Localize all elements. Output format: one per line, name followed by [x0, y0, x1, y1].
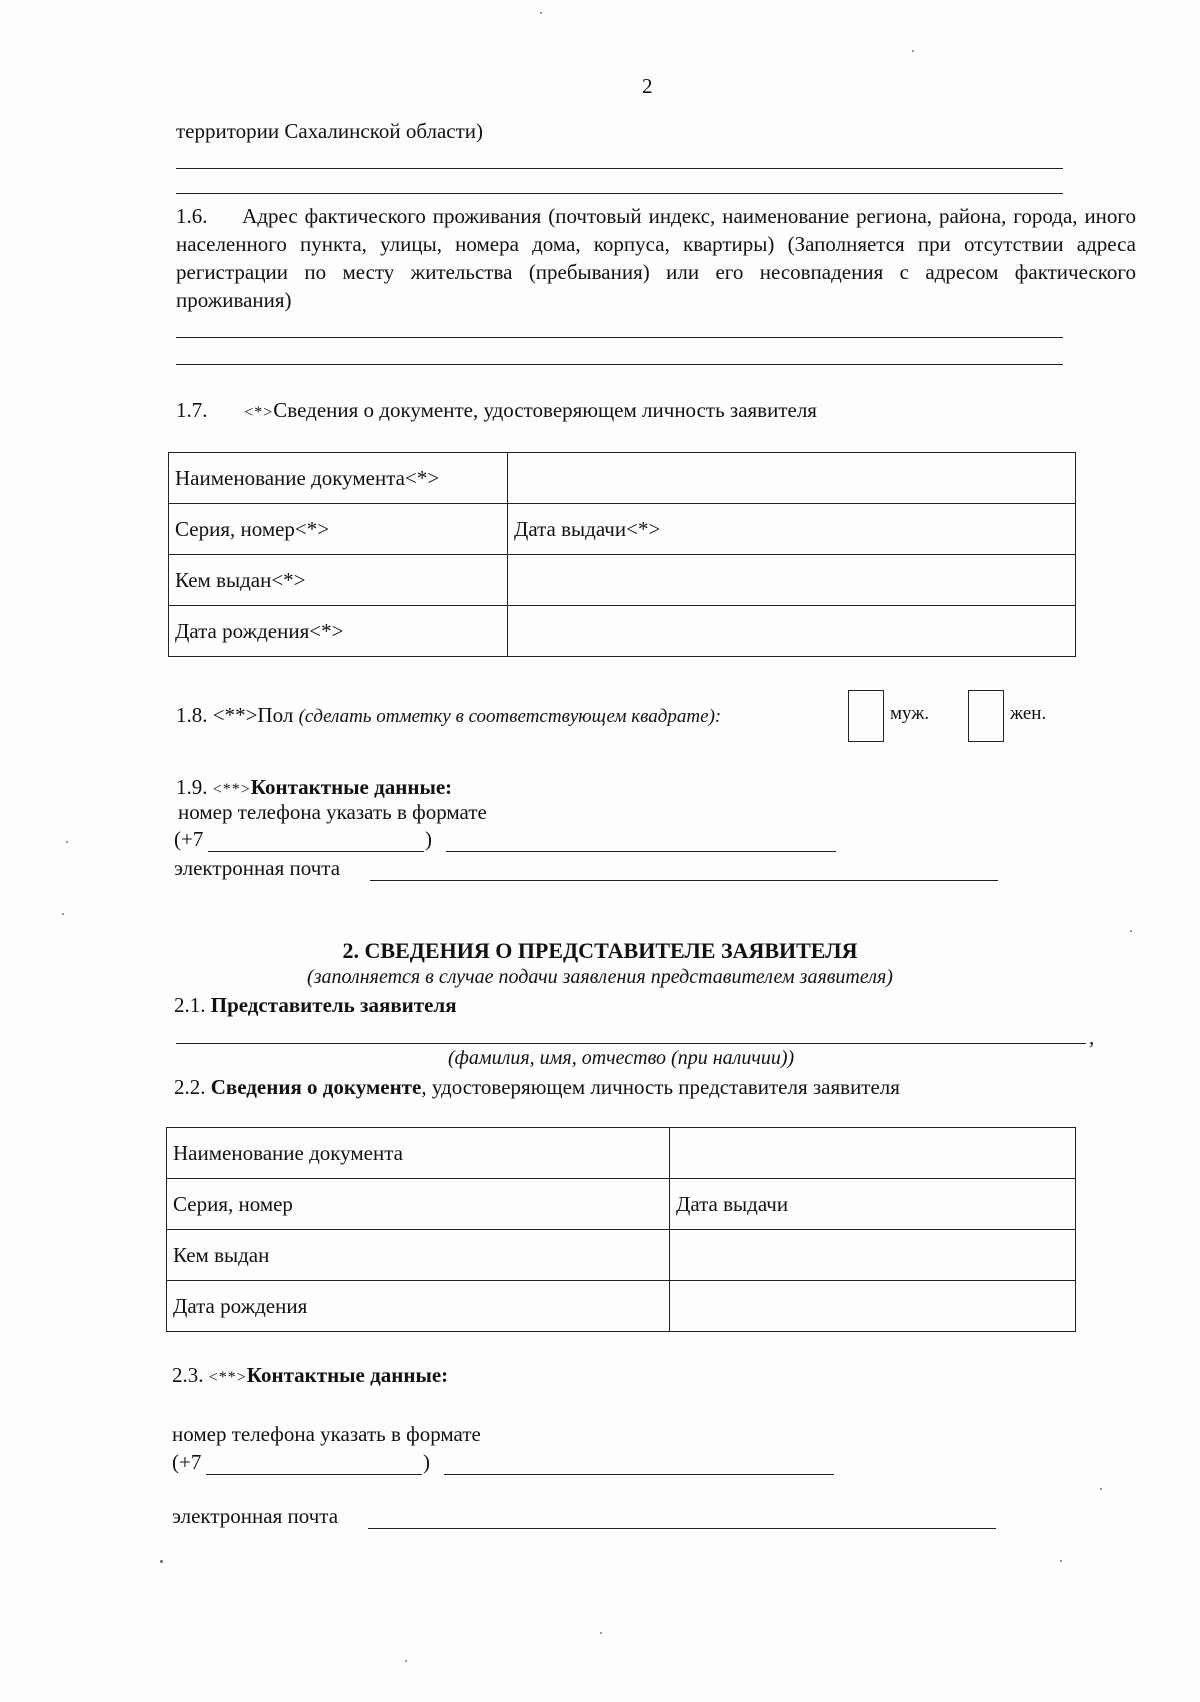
section-1-7-number: 1.7. [176, 398, 208, 422]
scan-speck [66, 841, 68, 843]
scan-speck [540, 12, 542, 14]
section-2-subheading: (заполняется в случае подачи заявления представителем заявителя) [307, 966, 893, 988]
representative-doc-name-field[interactable] [670, 1128, 1076, 1179]
male-checkbox[interactable] [848, 690, 884, 742]
scan-speck [600, 1632, 602, 1634]
scan-speck [62, 913, 64, 915]
section-1-7-title [176, 398, 817, 423]
representative-name-line[interactable] [176, 1043, 1086, 1044]
scan-speck [1130, 930, 1132, 932]
section-1-5-continuation: территории Сахалинской области) [176, 119, 484, 143]
applicant-phone-number-line[interactable] [446, 851, 836, 852]
scan-speck [405, 1660, 407, 1662]
section-2-1-title [174, 993, 457, 1018]
representative-name-caption: (фамилия, имя, отчество (при наличии)) [448, 1047, 795, 1069]
section-2-2-title-rest: , удостоверяющем личность представителя заявителя [421, 1075, 900, 1099]
applicant-phone-open: (+7 [174, 827, 204, 851]
applicant-birth-date-label: Дата рождения<*> [169, 606, 508, 657]
scan-speck [160, 1560, 163, 1563]
scan-speck [1100, 1488, 1102, 1490]
applicant-doc-name-label: Наименование документа<*> [169, 453, 508, 504]
section-2-3-title-text: Контактные данные: [246, 1363, 449, 1387]
section-1-6-text: Адрес фактического проживания (почтовый индекс, наименование региона, района, города, иного населенного пункта, улицы, номера дома, корпуса, квартиры) (Заполняется при отсутствии адреса регистрации по месту жительства (пребывания) или его несовпадения с адресом фактического проживания) [176, 204, 1137, 312]
applicant-doc-series-label[interactable]: Серия, номер<*> [169, 504, 508, 555]
section-1-8-prefix: 1.8. <**>Пол [176, 703, 294, 727]
applicant-doc-issued-by-label: Кем выдан<*> [169, 555, 508, 606]
section-1-6 [176, 202, 1136, 314]
representative-birth-date-label: Дата рождения [167, 1281, 670, 1332]
section-1-8 [176, 703, 721, 728]
representative-phone-open: (+7 [172, 1450, 202, 1474]
section-2-heading: 2. СВЕДЕНИЯ О ПРЕДСТАВИТЕЛЕ ЗАЯВИТЕЛЯ [342, 938, 858, 963]
address-line-2[interactable] [176, 193, 1063, 194]
page-number: 2 [642, 74, 653, 98]
address-line-1[interactable] [176, 168, 1063, 169]
applicant-phone-close: ) [425, 827, 432, 851]
applicant-phone-code-line[interactable] [208, 851, 424, 852]
section-1-7-title-text: Сведения о документе, удостоверяющем личность заявителя [273, 398, 817, 422]
representative-doc-issued-by-field[interactable] [670, 1230, 1076, 1281]
representative-phone-number-line[interactable] [444, 1474, 834, 1475]
applicant-doc-issue-date-label[interactable]: Дата выдачи<*> [508, 504, 1076, 555]
female-label: жен. [1010, 703, 1047, 724]
representative-phone-close: ) [423, 1450, 430, 1474]
representative-phone-label: номер телефона указать в формате [172, 1422, 481, 1446]
applicant-birth-date-field[interactable] [508, 606, 1076, 657]
male-label: муж. [890, 703, 930, 724]
applicant-phone-label: номер телефона указать в формате [178, 800, 487, 824]
scan-speck [912, 50, 914, 52]
section-1-8-hint: (сделать отметку в соответствующем квадрате): [298, 706, 722, 727]
section-2-2-number: 2.2. [174, 1075, 206, 1099]
representative-doc-issue-date-label[interactable]: Дата выдачи [670, 1179, 1076, 1230]
section-2-2-title-bold: Сведения о документе [210, 1075, 422, 1099]
section-1-9-marker: <**> [212, 781, 251, 798]
section-1-7-marker: <*> [244, 404, 274, 421]
applicant-doc-issued-by-field[interactable] [508, 555, 1076, 606]
representative-email-line[interactable] [368, 1528, 996, 1529]
section-2-3-title [172, 1363, 448, 1388]
representative-comma: , [1089, 1025, 1095, 1049]
section-1-9-title [176, 775, 452, 800]
representative-doc-series-label[interactable]: Серия, номер [167, 1179, 670, 1230]
representative-birth-date-field[interactable] [670, 1281, 1076, 1332]
female-checkbox[interactable] [968, 690, 1004, 742]
section-1-6-number: 1.6. [176, 204, 208, 228]
applicant-doc-name-field[interactable] [508, 453, 1076, 504]
section-2-1-title-text: Представитель заявителя [210, 993, 457, 1017]
representative-doc-issued-by-label: Кем выдан [167, 1230, 670, 1281]
representative-document-table [166, 1127, 1076, 1332]
section-2-3-marker: <**> [208, 1369, 247, 1386]
applicant-email-line[interactable] [370, 880, 998, 881]
actual-address-line-2[interactable] [176, 364, 1063, 365]
applicant-document-table [168, 452, 1076, 657]
section-2-3-number: 2.3. [172, 1363, 204, 1387]
representative-phone-code-line[interactable] [206, 1474, 422, 1475]
representative-doc-name-label: Наименование документа [167, 1128, 670, 1179]
representative-email-label: электронная почта [172, 1504, 339, 1528]
scan-speck [1060, 1560, 1062, 1562]
section-1-9-number: 1.9. [176, 775, 208, 799]
section-2-2-title [174, 1075, 900, 1100]
applicant-email-label: электронная почта [174, 856, 341, 880]
section-1-9-title-text: Контактные данные: [250, 775, 453, 799]
section-2-1-number: 2.1. [174, 993, 206, 1017]
actual-address-line-1[interactable] [176, 337, 1063, 338]
